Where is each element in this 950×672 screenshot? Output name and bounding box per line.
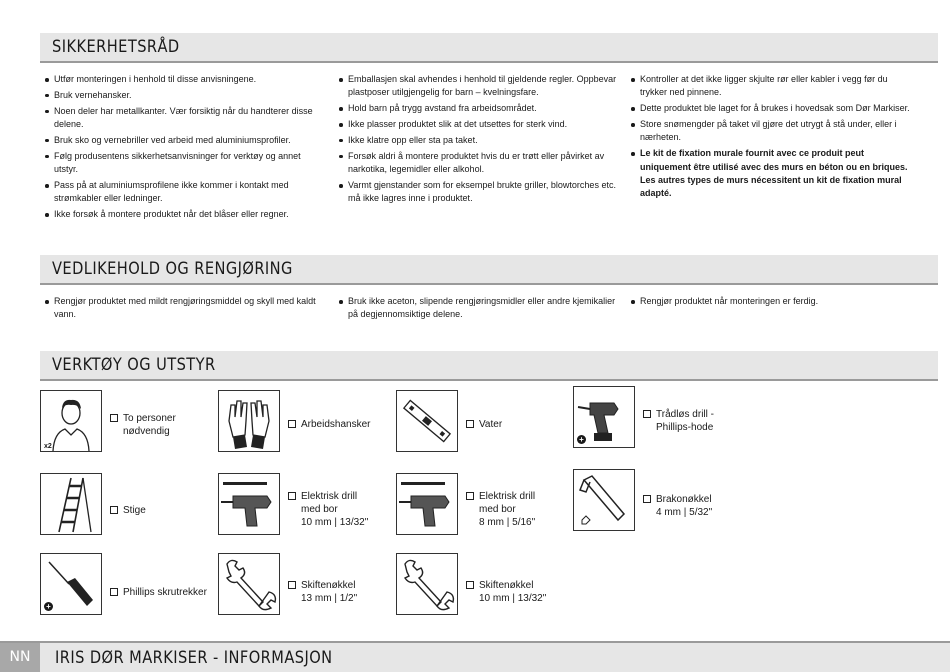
electric-drill-icon (397, 474, 457, 534)
safety-column-1 (42, 73, 327, 224)
list-item: Ikke klatre opp eller sta pa taket. (336, 134, 621, 147)
tool-image (218, 390, 280, 452)
tool-label: 10 mm | 13/32" (301, 517, 369, 528)
plus-badge: + (44, 602, 53, 611)
tool-label: Vater (479, 419, 503, 430)
list-item: Kontroller at det ikke ligger skjulte rør eller kabler i vegg før du trykker ned pinnene. (628, 73, 913, 100)
tool-label: Phillips skrutrekker (123, 587, 207, 598)
quantity-badge: x2 (44, 443, 52, 450)
tool-image (573, 386, 635, 448)
checkbox[interactable] (288, 420, 296, 428)
list-item: Bruk vernehansker. (42, 89, 327, 102)
level-icon (397, 391, 457, 451)
section-header-maintenance (40, 255, 938, 285)
tool-label: Stige (123, 505, 146, 516)
list-item: Forsøk aldri å montere produktet hvis du er trøtt eller påvirket av narkotika, legemidler eller alkohol. (336, 150, 621, 177)
list-item: Bruk sko og vernebriller ved arbeid med aluminiumsprofiler. (42, 134, 327, 147)
gloves-icon (219, 391, 279, 451)
tool-label: med bor (479, 504, 516, 515)
list-item: Varmt gjenstander som for eksempel brukte griller, blowtorches etc. må ikke lagres inne i produktet. (336, 179, 621, 206)
section-header-tools (40, 351, 938, 381)
checkbox[interactable] (643, 410, 651, 418)
tool-label: Phillips-hode (656, 422, 714, 433)
tool-image (40, 473, 102, 535)
electric-drill-icon (219, 474, 279, 534)
checkbox[interactable] (643, 495, 651, 503)
list-item: Rengjør produktet med mildt rengjøringsmiddel og skyll med kaldt vann. (42, 295, 327, 322)
page-footer (0, 641, 950, 672)
tool-label: Arbeidshansker (301, 419, 371, 430)
tool-label: Skiftenøkkel (479, 580, 534, 591)
list-item: Utfør monteringen i henhold til disse anvisningene. (42, 73, 327, 86)
tool-label: To personer (123, 413, 176, 424)
tool-image (40, 390, 102, 452)
tool-label: 10 mm | 13/32" (479, 593, 547, 604)
checkbox[interactable] (466, 420, 474, 428)
tool-label: Trådløs drill - (656, 409, 714, 420)
page-number: NN (0, 643, 40, 672)
section-title: VERKTØY OG UTSTYR (52, 355, 216, 375)
list-item: Pass på at aluminiumsprofilene ikke kommer i kontakt med strømkabler eller ledninger. (42, 179, 327, 206)
tool-label: 8 mm | 5/16" (479, 517, 536, 528)
maintenance-column-1 (42, 295, 327, 324)
checkbox[interactable] (466, 492, 474, 500)
footer-title: IRIS DØR MARKISER - INFORMASJON (55, 648, 333, 668)
wrench-icon (219, 554, 279, 614)
ladder-icon (41, 474, 101, 534)
tool-label: Elektrisk drill (479, 491, 536, 502)
list-item: Dette produktet ble laget for å brukes i hovedsak som Dør Markiser. (628, 102, 913, 115)
plus-badge: + (577, 435, 586, 444)
list-item: Bruk ikke aceton, slipende rengjøringsmidler eller andre kjemikalier på degjennomsiktige delene. (336, 295, 621, 322)
tool-image (573, 469, 635, 531)
maintenance-column-2 (336, 295, 621, 324)
tool-image (40, 553, 102, 615)
checkbox[interactable] (110, 588, 118, 596)
safety-column-2 (336, 73, 621, 208)
allen-key-icon (574, 470, 634, 530)
checkbox[interactable] (466, 581, 474, 589)
tool-image (396, 473, 458, 535)
list-item: Rengjør produktet når monteringen er ferdig. (628, 295, 913, 308)
list-item: Følg produsentens sikkerhetsanvisninger for verktøy og annet utstyr. (42, 150, 327, 177)
maintenance-column-3 (628, 295, 913, 311)
checkbox[interactable] (110, 506, 118, 514)
tool-label: nødvendig (123, 426, 170, 437)
checkbox[interactable] (288, 581, 296, 589)
section-title: SIKKERHETSRÅD (52, 37, 180, 57)
checkbox[interactable] (288, 492, 296, 500)
tool-label: Elektrisk drill (301, 491, 358, 502)
checkbox[interactable] (110, 414, 118, 422)
list-item: Ikke forsøk å montere produktet når det blåser eller regner. (42, 208, 327, 221)
list-item: Noen deler har metallkanter. Vær forsiktig når du handterer disse delene. (42, 105, 327, 132)
list-item: Emballasjen skal avhendes i henhold til gjeldende regler. Oppbevar plastposer utilgjengelig for barn – kvelningsfare. (336, 73, 621, 100)
wrench-icon (397, 554, 457, 614)
list-item-bold-notice: Le kit de fixation murale fournit avec ce produit peut uniquement être utilisé avec des murs en béton ou en briques. Les autres types de murs nécessitent un kit de fixation mural adapté. (628, 147, 913, 200)
tool-label: Brakonøkkel (656, 494, 712, 505)
safety-column-3 (628, 73, 913, 203)
tool-label: 4 mm | 5/32" (656, 507, 713, 518)
section-title: VEDLIKEHOLD OG RENGJØRING (52, 259, 293, 279)
tool-image (396, 553, 458, 615)
tool-image (218, 473, 280, 535)
list-item: Hold barn på trygg avstand fra arbeidsområdet. (336, 102, 621, 115)
person-icon (41, 391, 101, 451)
tool-image (396, 390, 458, 452)
tool-label: 13 mm | 1/2" (301, 593, 358, 604)
tool-label: Skiftenøkkel (301, 580, 356, 591)
list-item: Ikke plasser produktet slik at det utsettes for sterk vind. (336, 118, 621, 131)
section-header-safety (40, 33, 938, 63)
tool-image (218, 553, 280, 615)
list-item: Store snømengder på taket vil gjøre det utrygt å stå under, eller i nærheten. (628, 118, 913, 145)
tool-label: med bor (301, 504, 338, 515)
